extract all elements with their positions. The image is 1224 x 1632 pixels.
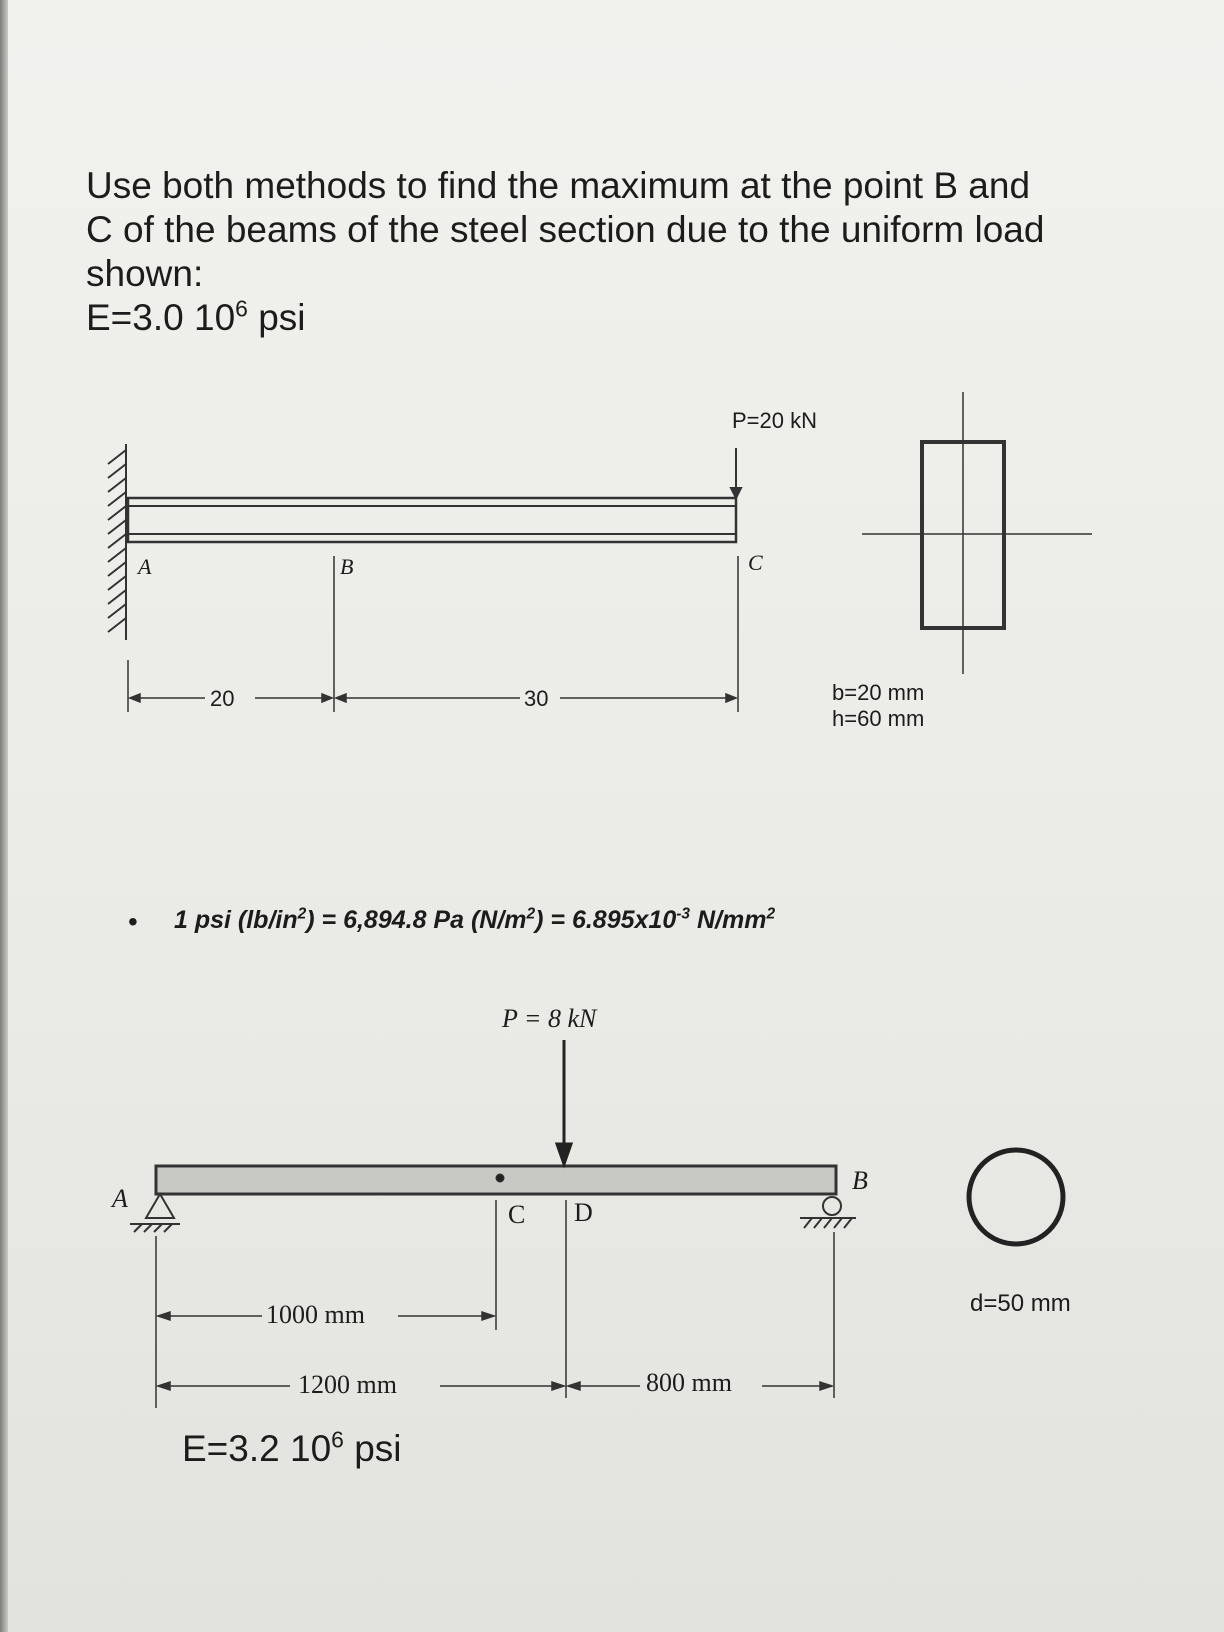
point-label-c-bottom: C: [508, 1200, 526, 1229]
point-label-b-top: B: [340, 554, 354, 579]
simply-supported-beam: [156, 1166, 836, 1194]
dimension-label-20: 20: [210, 686, 235, 711]
load-arrow-p8: [557, 1040, 571, 1164]
conversion-exp-3: -3: [676, 905, 691, 923]
beam2-reference-lines: [156, 1200, 834, 1408]
point-label-b-bottom: B: [852, 1166, 868, 1195]
conversion-part-1: 1 psi (lb/in: [174, 906, 298, 934]
problem-line-3: shown:: [86, 253, 204, 294]
modulus-1-value: E=3.0 10: [86, 297, 236, 338]
section-width-label: b=20 mm: [832, 680, 925, 705]
dimension-label-1000: 1000 mm: [266, 1300, 365, 1329]
unit-conversion-line: [174, 906, 775, 935]
load-label-p8: P = 8 kN: [502, 1004, 597, 1033]
modulus-1-exponent: 6: [235, 295, 248, 322]
rectangular-cross-section: [862, 392, 1092, 674]
modulus-1-unit: psi: [247, 297, 306, 338]
load-arrow-p20: [731, 448, 741, 498]
fixed-wall-support: [108, 444, 126, 640]
problem-line-1: Use both methods to find the maximum at the point B and: [86, 165, 1031, 206]
conversion-bullet: •: [128, 906, 138, 937]
conversion-part-4: N/mm: [690, 906, 767, 934]
conversion-exp-1: 2: [297, 905, 307, 923]
point-label-d-bottom: D: [574, 1198, 593, 1227]
modulus-2: [182, 1428, 402, 1470]
conversion-exp-4: 2: [766, 905, 776, 923]
dimension-label-1200: 1200 mm: [298, 1370, 397, 1399]
circular-cross-section: [969, 1150, 1063, 1244]
conversion-part-3: ) = 6.895x10: [535, 906, 677, 934]
modulus-2-exponent: 6: [331, 1426, 344, 1453]
point-label-a-bottom: A: [112, 1184, 128, 1213]
point-label-a-top: A: [138, 554, 152, 579]
conversion-exp-2: 2: [526, 905, 536, 923]
modulus-2-unit: psi: [343, 1428, 402, 1469]
modulus-2-value: E=3.2 10: [182, 1428, 332, 1469]
pin-support-a: [130, 1194, 180, 1232]
diameter-label: d=50 mm: [970, 1290, 1071, 1317]
roller-support-b: [800, 1197, 856, 1228]
problem-line-2: C of the beams of the steel section due to the uniform load: [86, 209, 1045, 250]
dimension-label-30: 30: [524, 686, 549, 711]
dimension-label-800: 800 mm: [646, 1368, 732, 1397]
load-label-p20: P=20 kN: [732, 408, 817, 433]
section-height-label: h=60 mm: [832, 706, 925, 731]
cantilever-beam: [128, 498, 736, 542]
conversion-part-2: ) = 6,894.8 Pa (N/m: [306, 906, 527, 934]
point-label-c-top: C: [748, 550, 763, 575]
